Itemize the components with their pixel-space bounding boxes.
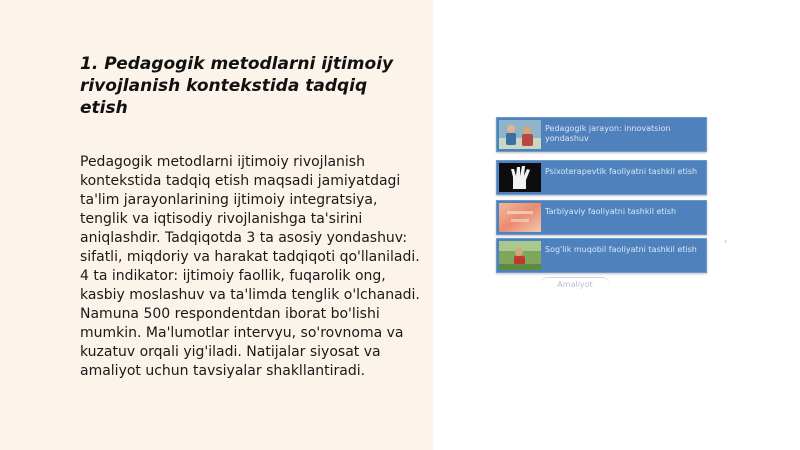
- diagram-card-label: Sog'lik muqobil faoliyatni tashkil etish: [545, 245, 697, 254]
- gradient-photo-icon: [499, 203, 541, 232]
- people-photo-icon: [499, 120, 541, 149]
- diagram-card-3: [496, 200, 707, 235]
- slide-body-text: Pedagogik metodlarni ijtimoiy rivojlanish kontekstida tadqiq etish maqsadi jamiyatdagi ta'lim jarayonlarining ijtimoiy integratsiya, tenglik va iqtisodiy rivojlanishga ta'sirini aniqlashdir. Tadqiqotda 3 ta asosiy yondashuv: sifatli, miqdoriy va harakat tadqiqoti qo'llaniladi. 4 ta indikator: ijtimoiy faollik, fuqarolik ong, kasbiy moslashuv va ta'limda tenglik o'lchanadi. Namuna 500 respondentdan iborat bo'lishi mumkin. Ma'lumotlar intervyu, so'rovnoma va kuzatuv orqali yig'iladi. Natijalar siyosat va amaliyot uchun tavsiyalar shakllantiradi.: [80, 154, 420, 379]
- outdoor-photo-icon: [499, 241, 541, 270]
- hand-photo-icon: [499, 163, 541, 192]
- diagram-card-4: [496, 238, 707, 273]
- diagram-card-1: [496, 117, 707, 152]
- slide-title: 1. Pedagogik metodlarni ijtimoiy rivojlanish kontekstida tadqiq etish: [80, 54, 394, 118]
- diagram-card-label: Psixoterapevtik faoliyatni tashkil etish: [545, 167, 698, 176]
- diagram-graphic: [496, 117, 708, 287]
- diagram-card-label: Tarbiyaviy faoliyatni tashkil etish: [545, 207, 677, 216]
- diagram-card-2: [496, 160, 707, 195]
- diagram-card-label: Pedagogik jarayon: innovatsion yondashuv: [545, 124, 671, 143]
- diagram-bottom-label: Amaliyot: [540, 277, 610, 292]
- decorative-dot: [724, 240, 727, 243]
